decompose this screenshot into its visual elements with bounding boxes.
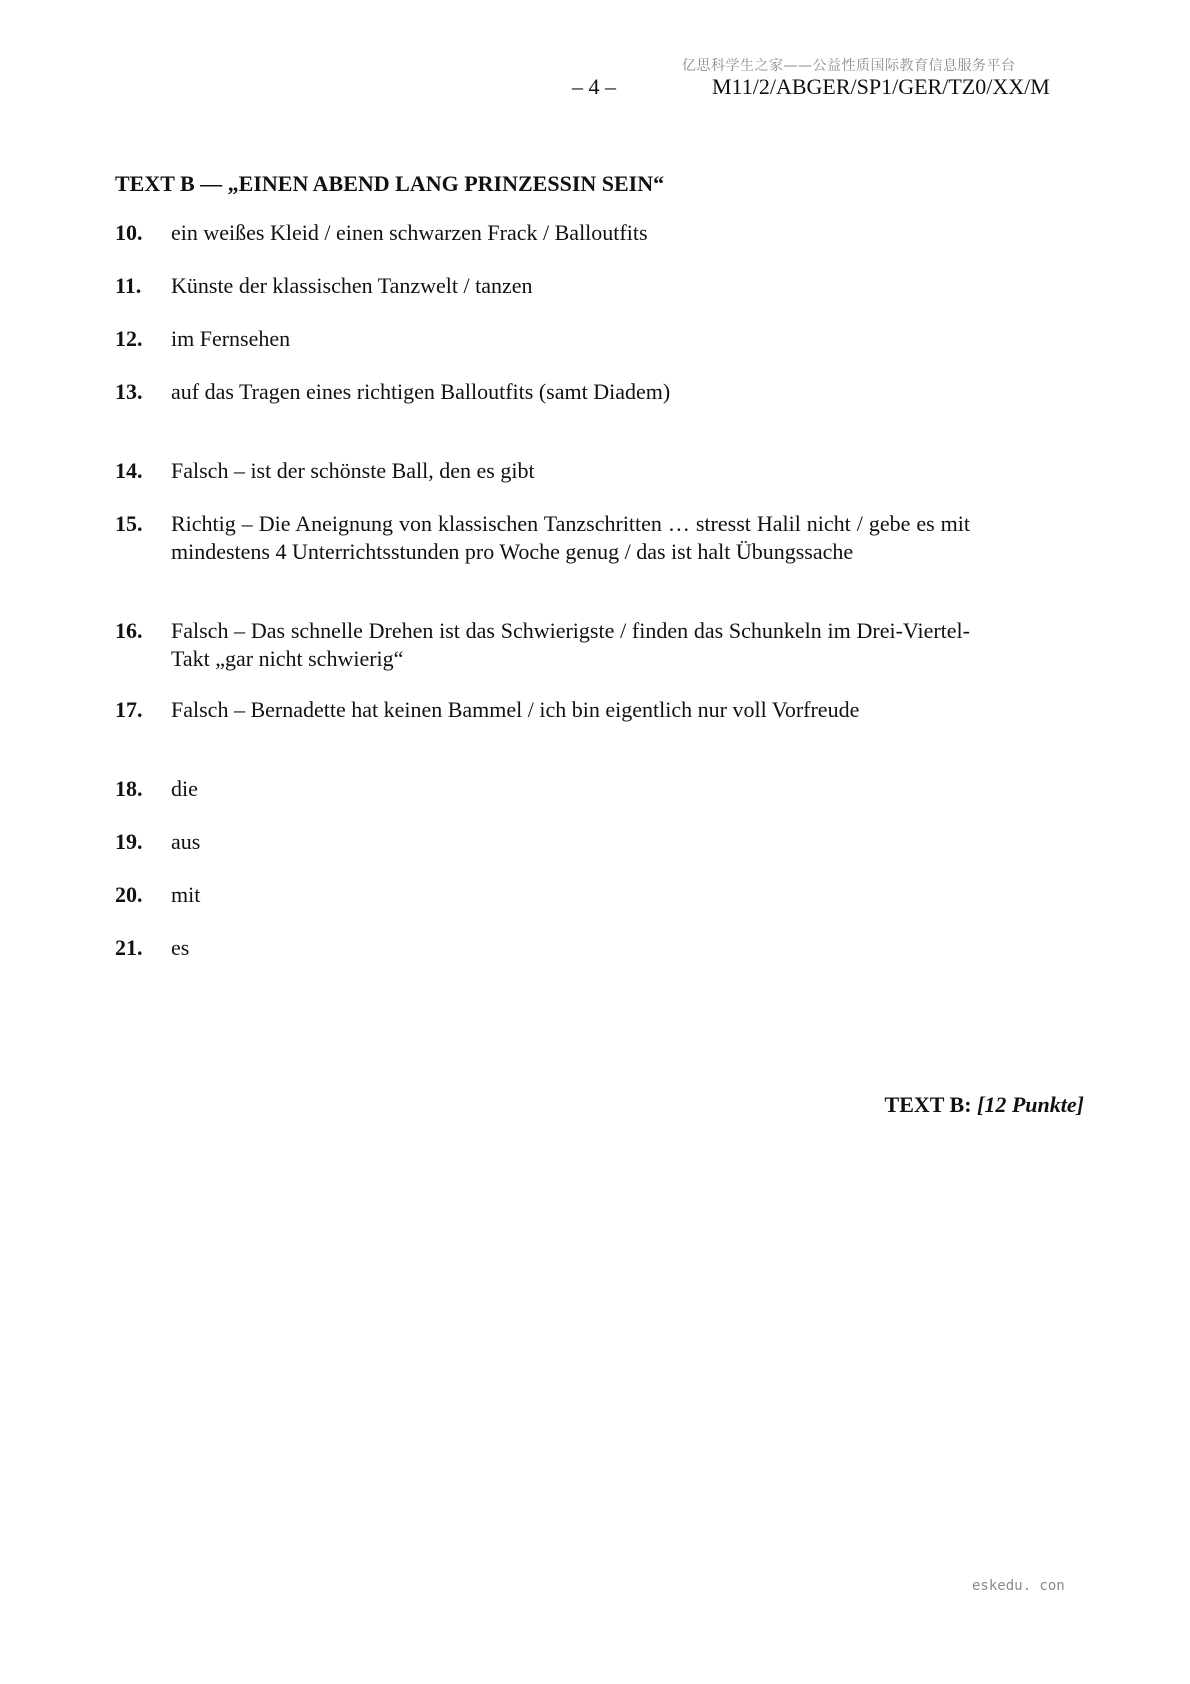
answer-item-21 (115, 934, 970, 962)
answer-text: auf das Tragen eines richtigen Balloutfits (samt Diadem) (171, 379, 671, 404)
answer-item-15 (115, 510, 970, 566)
footer-watermark: eskedu. con (972, 1578, 1065, 1594)
answer-item-20 (115, 881, 970, 909)
answer-text: im Fernsehen (171, 326, 291, 351)
section-total (885, 1092, 1084, 1118)
answer-item-14 (115, 457, 970, 485)
answer-number: 14. (115, 458, 143, 483)
answer-text: es (171, 935, 190, 960)
answer-number: 20. (115, 882, 143, 907)
answer-item-13 (115, 378, 970, 406)
answer-item-18 (115, 775, 970, 803)
answer-item-11 (115, 272, 970, 300)
header-watermark: 亿思科学生之家——公益性质国际教育信息服务平台 (682, 58, 1016, 74)
section-title: TEXT B — „EINEN ABEND LANG PRINZESSIN SEIN“ (115, 171, 665, 196)
answer-number: 17. (115, 697, 143, 722)
answer-item-19 (115, 828, 970, 856)
total-points: [12 Punkte] (977, 1092, 1084, 1117)
answer-text: die (171, 776, 198, 801)
answer-text: ein weißes Kleid / einen schwarzen Frack / Balloutfits (171, 220, 648, 245)
answer-item-12 (115, 325, 970, 353)
answer-number: 15. (115, 511, 143, 536)
answer-item-10 (115, 219, 970, 247)
answer-text: aus (171, 829, 201, 854)
answer-text: Falsch – Das schnelle Drehen ist das Schwierigste / finden das Schunkeln im Drei-Viertel-Takt „gar nicht schwierig“ (171, 618, 970, 671)
page-number: – 4 – (572, 74, 616, 99)
answer-text: Künste der klassischen Tanzwelt / tanzen (171, 273, 533, 298)
answer-text: Richtig – Die Aneignung von klassischen Tanzschritten … stresst Halil nicht / gebe es mit mindestens 4 Unterrichtsstunden pro Woche genug / das ist halt Übungssache (171, 511, 970, 564)
answer-text: mit (171, 882, 201, 907)
answer-number: 16. (115, 618, 143, 643)
answer-number: 12. (115, 326, 143, 351)
answer-item-17 (115, 696, 970, 724)
answer-number: 11. (115, 273, 142, 298)
answer-text: Falsch – Bernadette hat keinen Bammel / ich bin eigentlich nur voll Vorfreude (171, 697, 860, 722)
answer-number: 13. (115, 379, 143, 404)
answer-item-16 (115, 617, 970, 673)
total-label: TEXT B: (884, 1092, 972, 1117)
answer-number: 18. (115, 776, 143, 801)
document-code: M11/2/ABGER/SP1/GER/TZ0/XX/M (712, 74, 1050, 99)
answer-text: Falsch – ist der schönste Ball, den es gibt (171, 458, 535, 483)
answer-number: 10. (115, 220, 143, 245)
answer-number: 21. (115, 935, 143, 960)
answer-number: 19. (115, 829, 143, 854)
